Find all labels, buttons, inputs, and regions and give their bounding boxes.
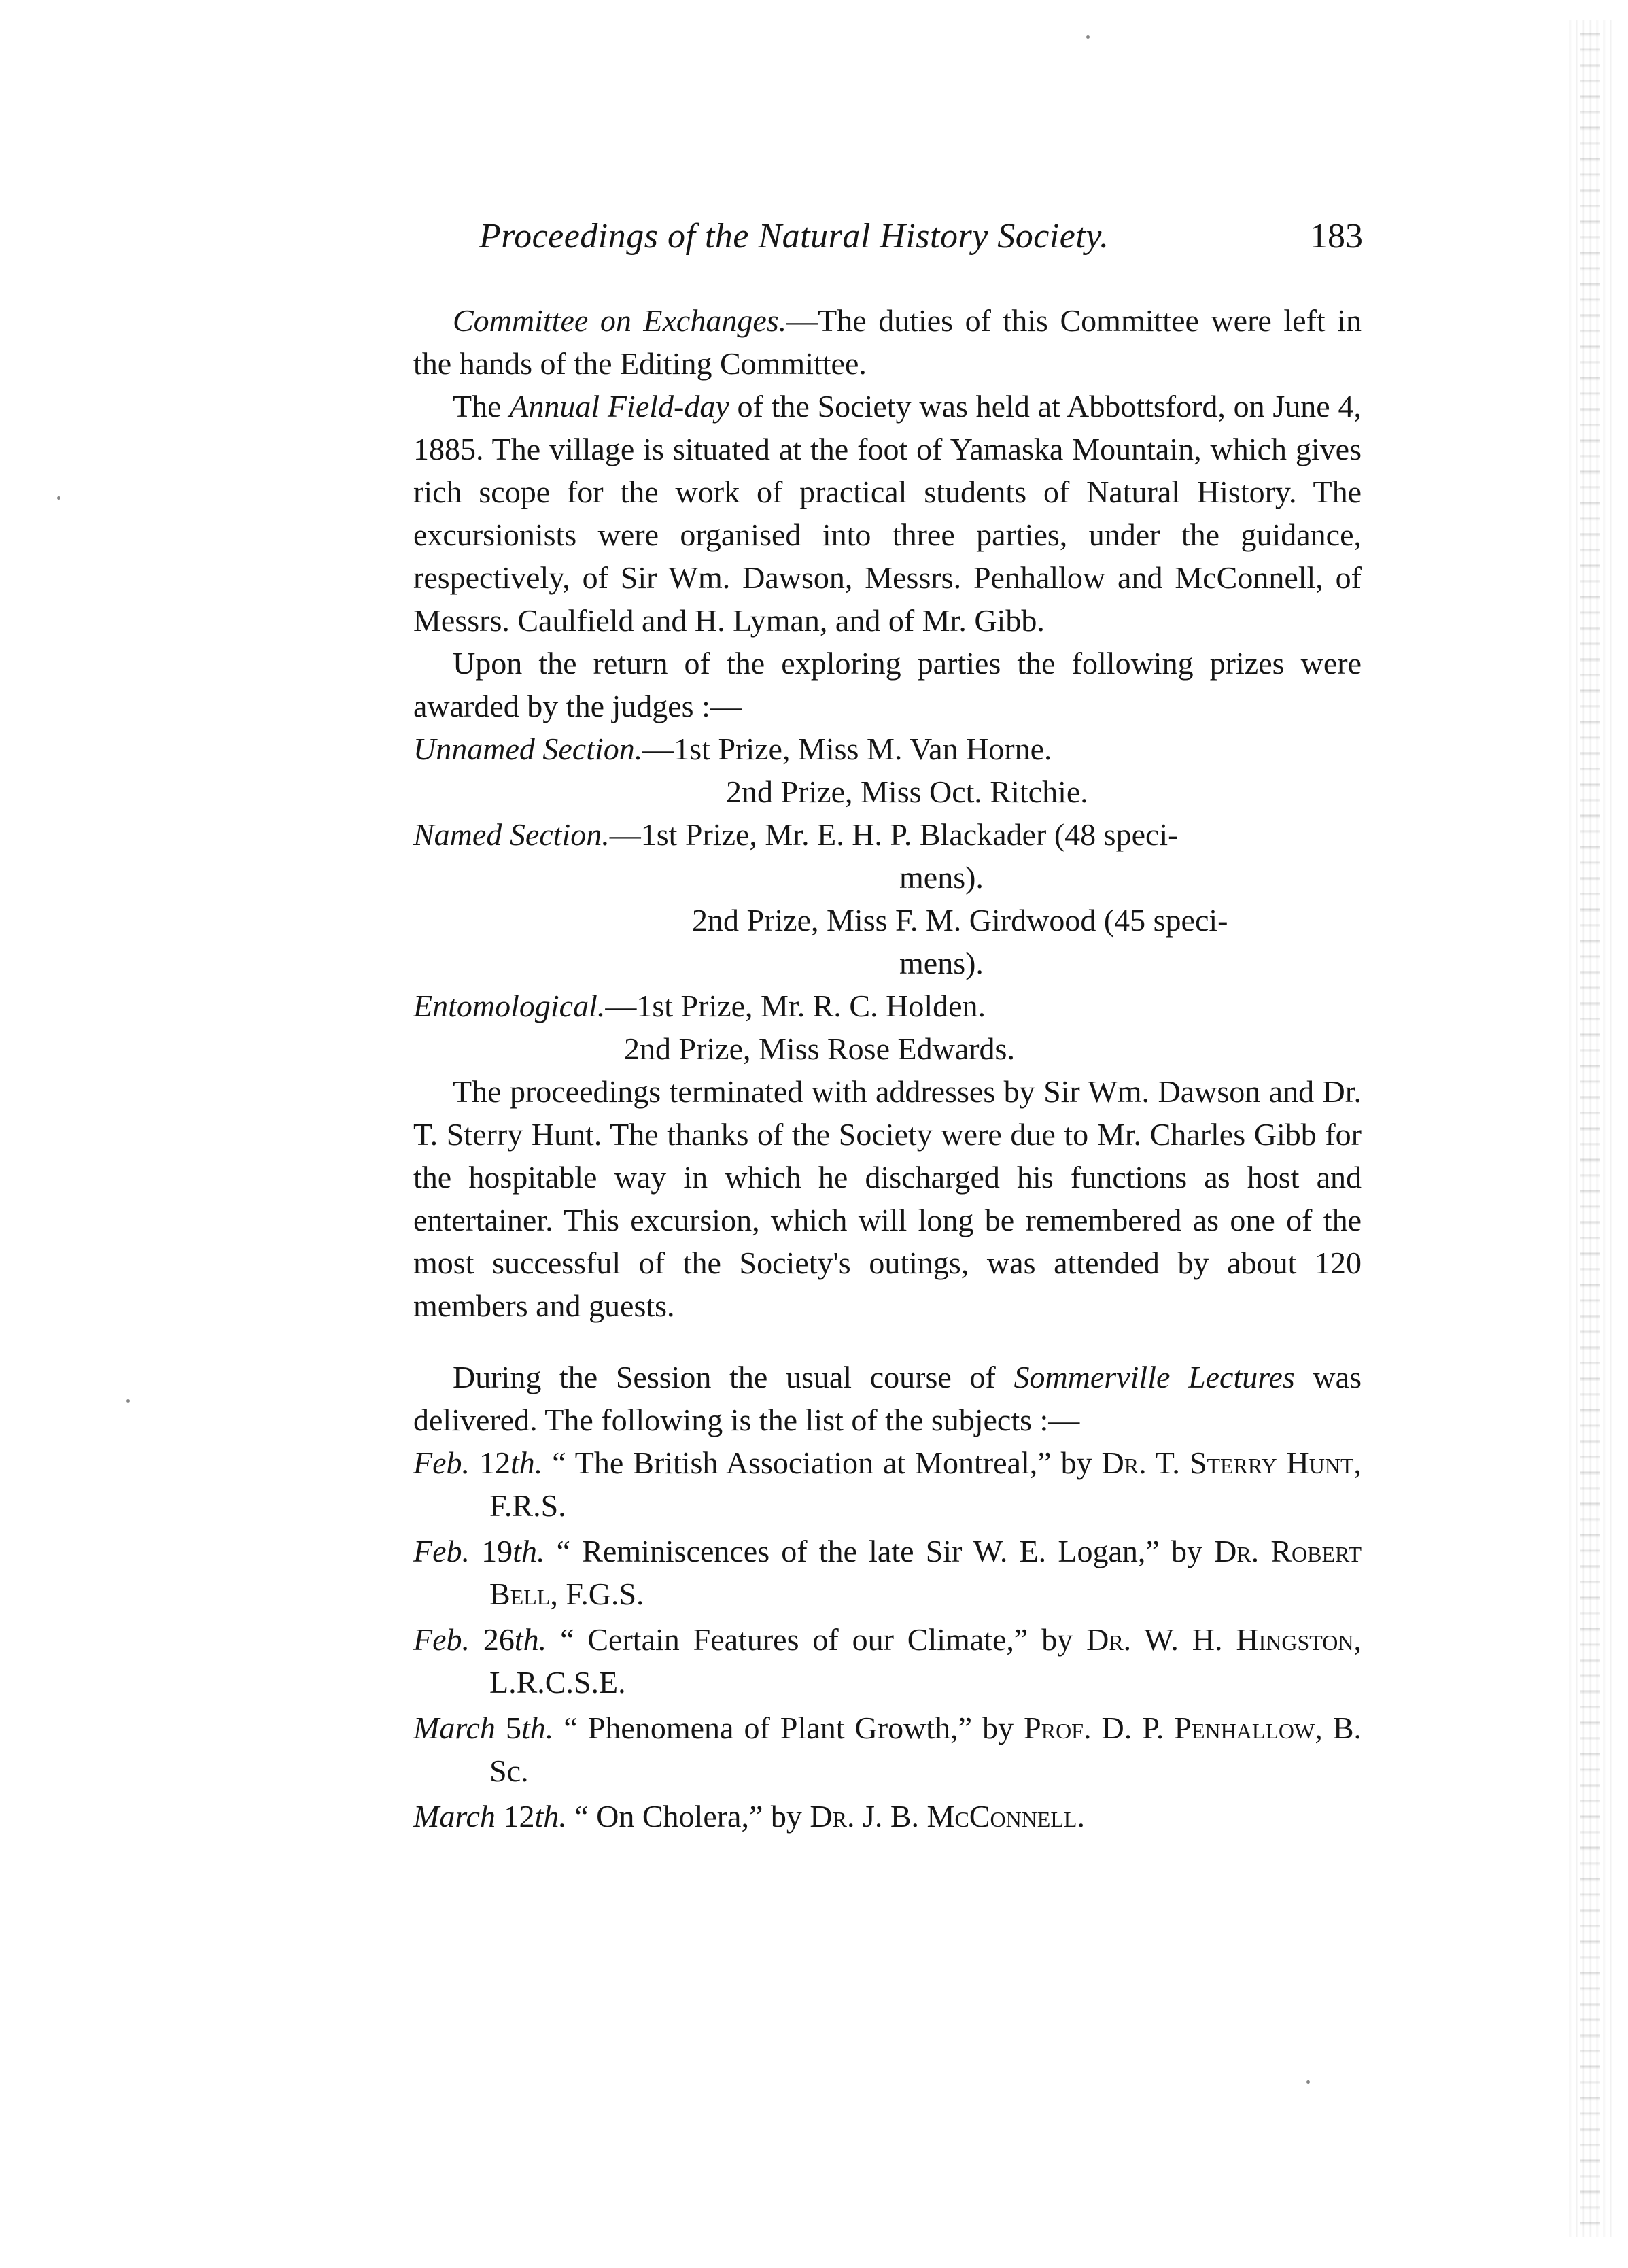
- lecture-speaker: Dr. J. B. McConnell: [810, 1799, 1077, 1834]
- prize-line: [413, 727, 1362, 770]
- page-number: 183: [1310, 217, 1363, 256]
- closing-paragraph: The proceedings terminated with addresses by Sir Wm. Dawson and Dr. T. Sterry Hunt. The thanks of the Society were due to Mr. Charles Gibb for the hospitable way in which he discharged his functions as host and entertainer. This excursion, which will long be remembered as one of the most successful of the Society's outings, was attended by about 120 members and guests.: [413, 1074, 1362, 1323]
- lecture-date-month: March: [413, 1799, 496, 1834]
- lectures-intro-paragraph: [413, 1356, 1362, 1441]
- field-day-pre: The: [453, 389, 510, 424]
- unnamed-first-prize: —1st Prize, Miss M. Van Horne.: [642, 732, 1052, 766]
- lecture-credentials: , F.G.S.: [550, 1577, 644, 1611]
- named-section-label: Named Section.: [413, 817, 610, 852]
- lecture-speaker: Prof. D. P. Penhallow: [1024, 1711, 1315, 1745]
- lecture-title: “ The British Association at Montreal,” by: [542, 1445, 1102, 1480]
- prize-line: 2nd Prize, Miss Oct. Ritchie.: [726, 774, 1088, 809]
- lectures-intro-label: Sommerville Lectures: [1014, 1360, 1295, 1394]
- lecture-date-suffix: th.: [513, 1534, 545, 1568]
- lecture-date-suffix: th.: [514, 1622, 547, 1657]
- lecture-entry: [413, 1795, 1362, 1838]
- entomological-label: Entomological.: [413, 989, 606, 1023]
- lecture-title: “ Phenomena of Plant Growth,” by: [553, 1711, 1024, 1745]
- lecture-title: “ Reminiscences of the late Sir W. E. Logan,” by: [544, 1534, 1215, 1568]
- committee-paragraph: [413, 299, 1362, 385]
- lecture-credentials: , B. Sc.: [489, 1711, 1362, 1788]
- lecture-entry: [413, 1706, 1362, 1792]
- lecture-title: “ Certain Features of our Climate,” by: [547, 1622, 1087, 1657]
- prize-line: 2nd Prize, Miss Rose Edwards.: [624, 1031, 1015, 1066]
- committee-label: Committee on Exchanges.: [453, 303, 787, 338]
- lecture-date-day: 12: [470, 1445, 510, 1480]
- page-header: [479, 216, 1363, 277]
- lecture-entry: [413, 1618, 1362, 1704]
- entomological-first-prize: —1st Prize, Mr. R. C. Holden.: [605, 989, 986, 1023]
- committee-text: —The duties of this Committee were left in the hands of the Editing Committee.: [413, 303, 1362, 381]
- field-day-paragraph: [413, 385, 1362, 642]
- lecture-date-day: 5: [495, 1711, 522, 1745]
- lecture-date-month: March: [413, 1711, 496, 1745]
- named-first-prize: —1st Prize, Mr. E. H. P. Blackader (48 speci-: [609, 817, 1179, 852]
- lecture-date-day: 19: [470, 1534, 513, 1568]
- scan-speck: [57, 496, 60, 500]
- page-body: [413, 299, 1362, 1840]
- lecture-title: “ On Cholera,” by: [566, 1799, 810, 1834]
- scan-edge-noise: [1565, 20, 1616, 2237]
- lecture-date-month: Feb.: [413, 1445, 470, 1480]
- lecture-entry: [413, 1441, 1362, 1527]
- lecture-speaker: Dr. Robert Bell: [489, 1534, 1362, 1611]
- lecture-speaker: Dr. T. Sterry Hunt: [1101, 1445, 1354, 1480]
- scan-speck: [1086, 35, 1090, 39]
- field-day-text: of the Society was held at Abbottsford, on June 4, 1885. The village is situated at the foot of Yamaska Mountain, which gives rich scope for the work of practical students of Natural History. The excursionists were organised into three parties, under the guidance, respectively, of Sir Wm. Dawson, Messrs. Penhallow and McConnell, of Messrs. Caulfield and H. Lyman, and of Mr. Gibb.: [413, 389, 1362, 638]
- lecture-date-suffix: th.: [510, 1445, 543, 1480]
- lectures-intro-pre: During the Session the usual course of: [453, 1360, 1014, 1394]
- prize-line-continuation: mens).: [899, 860, 984, 895]
- running-title: Proceedings of the Natural History Society.: [479, 217, 1109, 256]
- lecture-date-month: Feb.: [413, 1534, 470, 1568]
- lecture-date-suffix: th.: [521, 1711, 554, 1745]
- prizes-intro-paragraph: Upon the return of the exploring parties the following prizes were awarded by the judges :—: [413, 646, 1362, 723]
- section-gap: [413, 1327, 1362, 1356]
- prize-line-continuation: mens).: [899, 946, 984, 980]
- prize-line: [413, 984, 1362, 1027]
- lecture-credentials: .: [1077, 1799, 1085, 1834]
- prize-line: 2nd Prize, Miss F. M. Girdwood (45 speci-: [692, 903, 1228, 938]
- lecture-credentials: , L.R.C.S.E.: [489, 1622, 1362, 1700]
- lecture-date-month: Feb.: [413, 1622, 470, 1657]
- lecture-entry: [413, 1530, 1362, 1615]
- lectures-intro-post: was delivered. The following is the list of the subjects :—: [413, 1360, 1362, 1437]
- field-day-label: Annual Field-day: [509, 389, 729, 424]
- scan-speck: [126, 1399, 130, 1403]
- lecture-credentials: , F.R.S.: [489, 1445, 1362, 1523]
- lecture-speaker: Dr. W. H. Hingston: [1086, 1622, 1354, 1657]
- lecture-date-suffix: th.: [534, 1799, 567, 1834]
- scan-speck: [1306, 2080, 1310, 2084]
- unnamed-section-label: Unnamed Section.: [413, 732, 643, 766]
- prize-line: [413, 813, 1362, 856]
- lecture-date-day: 12: [495, 1799, 535, 1834]
- lecture-date-day: 26: [470, 1622, 515, 1657]
